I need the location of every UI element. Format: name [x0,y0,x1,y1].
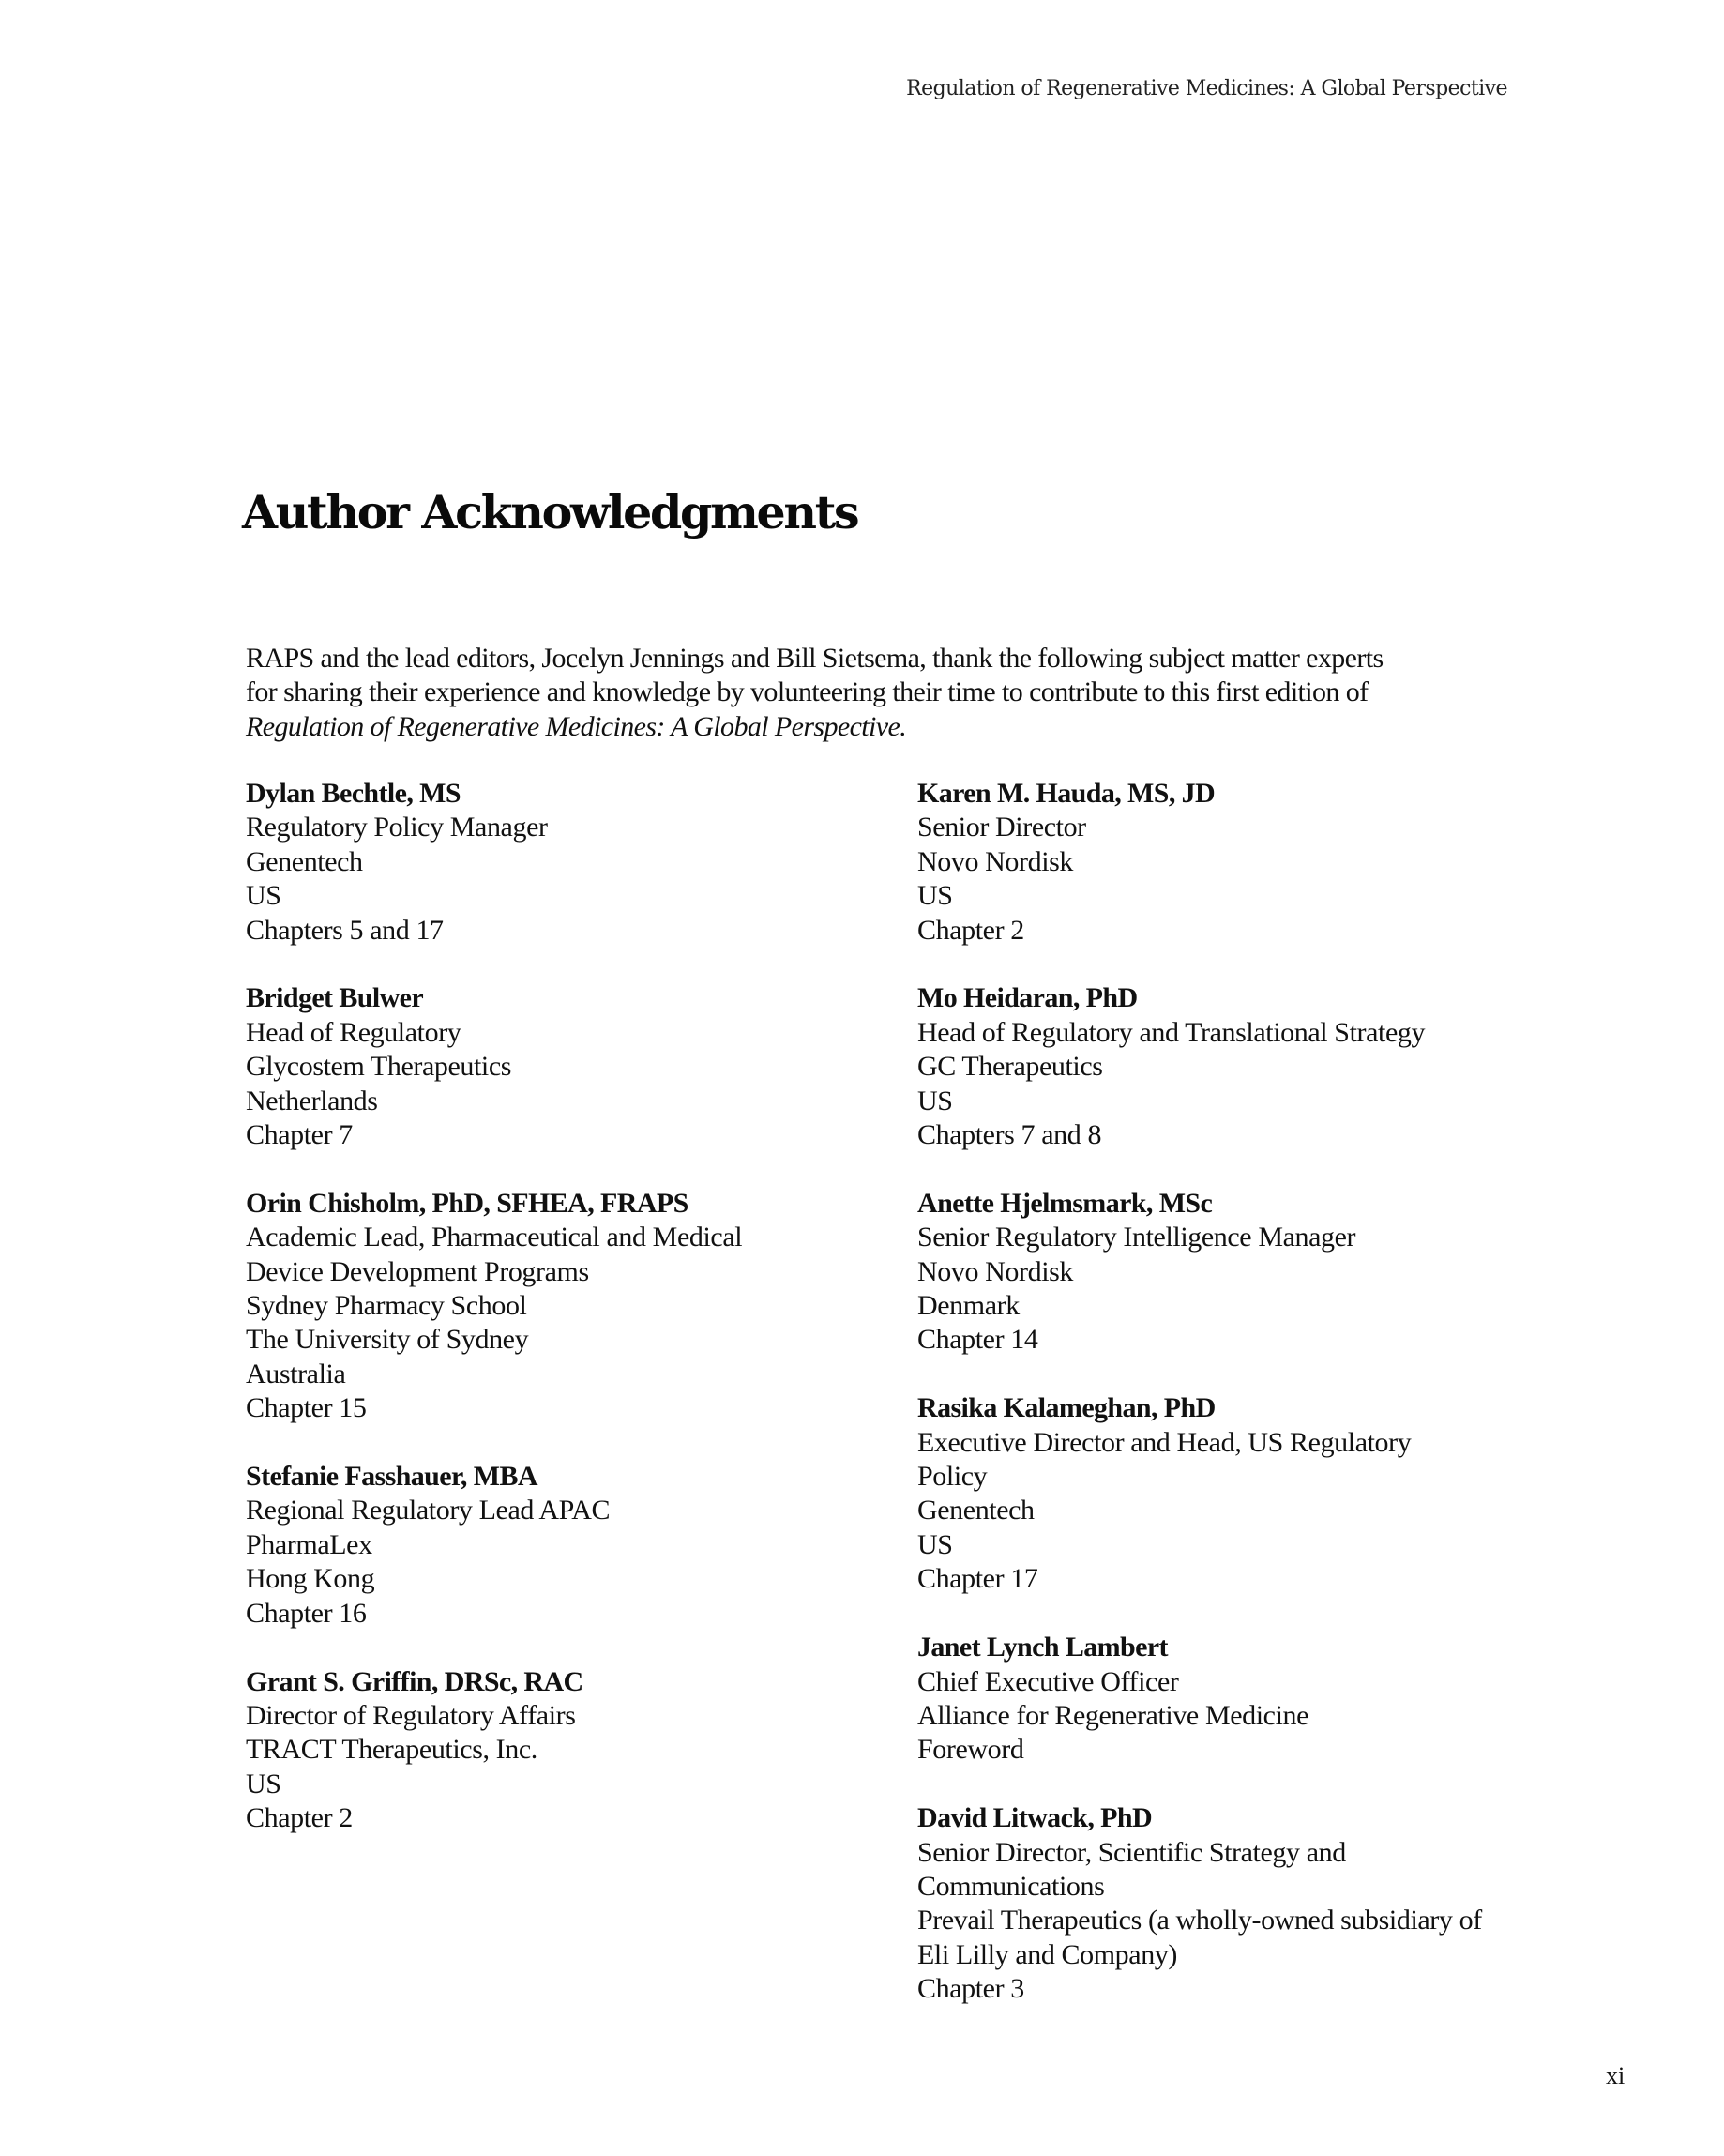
author-entry [917,777,1518,948]
author-name: David Litwack, PhD [917,1802,1153,1834]
author-detail: Prevail Therapeutics (a wholly-owned subsidiary of [917,1905,1482,1936]
author-detail: Chapters 7 and 8 [917,1119,1102,1151]
author-detail: Director of Regulatory Affairs [246,1699,576,1731]
author-entry [246,1187,846,1426]
author-detail: Senior Director [917,812,1086,843]
author-entry [917,1187,1518,1358]
author-detail: Chapter 7 [246,1119,353,1151]
author-detail: US [917,1528,953,1560]
author-detail: Novo Nordisk [917,1255,1074,1287]
author-detail: Alliance for Regenerative Medicine [917,1699,1309,1731]
author-detail: Denmark [917,1290,1020,1322]
author-entry [917,1631,1518,1768]
author-name: Mo Heidaran, PhD [917,982,1138,1014]
author-detail: US [246,880,281,912]
author-detail: TRACT Therapeutics, Inc. [246,1734,537,1766]
author-name: Dylan Bechtle, MS [246,778,461,809]
author-name: Stefanie Fasshauer, MBA [246,1461,537,1493]
author-name: Anette Hjelmsmark, MSc [917,1187,1213,1219]
author-name: Bridget Bulwer [246,982,424,1014]
right-column [917,777,1518,2007]
author-detail: Head of Regulatory [246,1016,461,1048]
author-detail: US [246,1768,281,1799]
author-detail: Executive Director and Head, US Regulatory [917,1426,1412,1458]
author-name: Janet Lynch Lambert [917,1632,1168,1663]
author-detail: Academic Lead, Pharmaceutical and Medical [246,1222,743,1253]
author-detail: Communications [917,1870,1105,1902]
author-detail: Hong Kong [246,1563,375,1595]
author-entry [246,1460,846,1631]
author-detail: Genentech [917,1495,1035,1526]
author-detail: Policy [917,1461,988,1493]
author-detail: Device Development Programs [246,1255,589,1287]
author-entry [917,981,1518,1152]
author-detail: Australia [246,1358,346,1389]
author-name: Karen M. Hauda, MS, JD [917,778,1216,809]
author-detail: Chief Executive Officer [917,1665,1179,1697]
author-detail: Chapter 14 [917,1324,1038,1356]
author-detail: Chapter 2 [917,914,1024,946]
author-entry [246,1665,846,1836]
author-name: Rasika Kalameghan, PhD [917,1392,1216,1424]
intro-paragraph [246,642,1384,744]
running-header: Regulation of Regenerative Medicines: A Global Perspective [906,77,1507,100]
author-entry [246,981,846,1152]
intro-book-title: Regulation of Regenerative Medicines: A Global Perspective. [246,710,907,742]
left-column [246,777,846,1836]
intro-line: RAPS and the lead editors, Jocelyn Jennings and Bill Sietsema, thank the following subject matter experts [246,643,1384,674]
author-detail: Novo Nordisk [917,845,1074,877]
author-detail: Eli Lilly and Company) [917,1938,1177,1970]
author-detail: US [917,880,953,912]
author-detail: Chapter 17 [917,1563,1038,1595]
author-detail: Chapter 15 [246,1392,367,1424]
author-detail: PharmaLex [246,1528,372,1560]
author-name: Orin Chisholm, PhD, SFHEA, FRAPS [246,1187,688,1219]
author-detail: US [917,1085,953,1116]
author-detail: Foreword [917,1734,1024,1766]
page-number: xi [1606,2062,1626,2089]
author-entry [917,1801,1518,2006]
author-detail: Sydney Pharmacy School [246,1290,527,1322]
author-detail: Senior Regulatory Intelligence Manager [917,1222,1356,1253]
author-detail: Chapter 3 [917,1973,1024,2005]
author-detail: Head of Regulatory and Translational Strategy [917,1016,1426,1048]
author-name: Grant S. Griffin, DRSc, RAC [246,1665,583,1697]
author-detail: The University of Sydney [246,1324,529,1356]
author-detail: Senior Director, Scientific Strategy and [917,1836,1346,1868]
intro-line: for sharing their experience and knowledge by volunteering their time to contribute to this first edition of [246,676,1369,708]
page-title: Author Acknowledgments [242,485,858,539]
author-detail: Netherlands [246,1085,378,1116]
author-detail: GC Therapeutics [917,1051,1103,1083]
author-entry [917,1391,1518,1596]
author-detail: Chapters 5 and 17 [246,914,444,946]
author-detail: Chapter 16 [246,1597,367,1629]
author-entry [246,777,846,948]
author-detail: Glycostem Therapeutics [246,1051,512,1083]
author-detail: Chapter 2 [246,1802,353,1834]
author-detail: Genentech [246,845,363,877]
author-detail: Regional Regulatory Lead APAC [246,1495,611,1526]
author-detail: Regulatory Policy Manager [246,812,548,843]
